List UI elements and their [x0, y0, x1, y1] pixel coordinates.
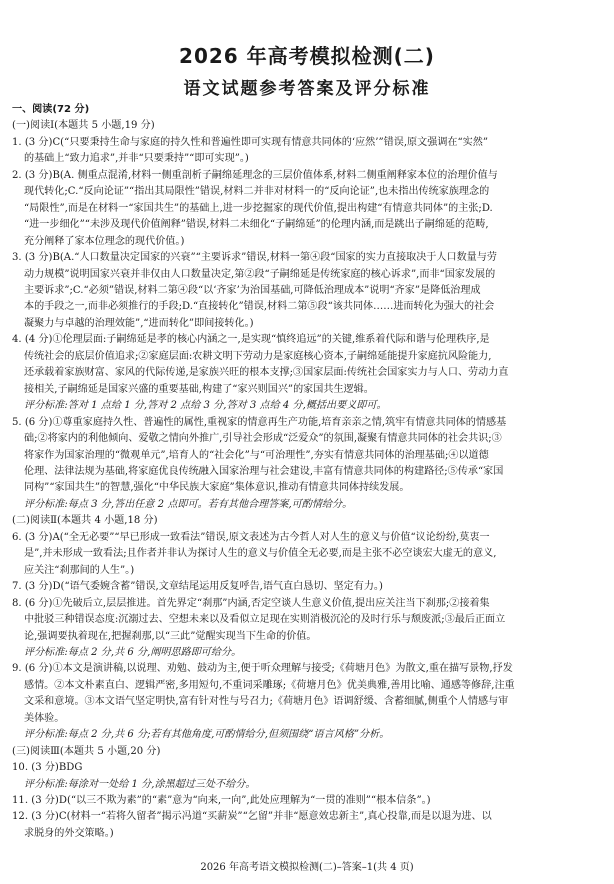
- answer-line: 10. (3 分)BDG: [12, 762, 83, 774]
- exam-subtitle: 语文试题参考答案及评分标准: [183, 79, 431, 99]
- answer-line: 2. (3 分)B(A. 侧重点混淆,材料一侧重剖析子嗣绵延理念的三层价值体系,材料二侧重阐释家本位的治理价值与: [12, 169, 498, 181]
- answer-line: 论,强调要执着现在,把握刹那,以“三此”觉醒实现当下生命的价值。: [24, 630, 317, 642]
- answer-line: 中批驳三种错误态度:沉溺过去、空想未来以及看似立足现在实则消极沉沦的及时行乐与颓废派;③最后正面立: [24, 614, 506, 626]
- answer-line: 12. (3 分)C(材料一“若将久留者”揭示冯道“买薪炭”“乞留”并非“愿意效忠新主”,真心投靠,而是以退为进、以: [12, 811, 492, 823]
- scoring-criteria-line: 评分标准:每涂对一处给 1 分,涂黑超过三处不给分。: [24, 778, 256, 790]
- answer-line: 传统社会的底层价值追求;②家庭层面:农耕文明下劳动力是家庭核心资本,子嗣绵延能提升家庭抗风险能力,: [24, 350, 492, 362]
- exam-title: 2026 年高考模拟检测(二): [179, 44, 435, 68]
- scoring-criteria-line: 评分标准:每点 2 分,共 6 分,阐明思路即可给分。: [24, 646, 242, 658]
- answer-line: 凝聚力与卓越的治理效能”,“进而转化”即间接转化。): [24, 317, 254, 329]
- answer-content: [12, 102, 602, 842]
- answer-line: 动力规模”说明国家兴衰并非仅由人口数量决定,第②段“子嗣绵延是传统家庭的核心诉求”,而非“国家发展的: [24, 268, 496, 280]
- scoring-criteria-line: 评分标准:每点 3 分,答出任意 2 点即可。若有其他合理答案,可酌情给分。: [24, 498, 353, 510]
- answer-line: 9. (6 分)①本文是演讲稿,以说理、劝勉、鼓动为主,便于听众理解与接受;《荷塘月色》为散文,重在描写景物,抒发: [12, 663, 513, 675]
- answer-line: (三)阅读Ⅲ(本题共 5 小题,20 分): [12, 745, 161, 757]
- page-footer: 2026 年高考语文模拟检测(二)–答案–1(共 4 页): [200, 862, 414, 873]
- answer-line: (一)阅读Ⅰ(本题共 5 小题,19 分): [12, 120, 155, 132]
- answer-line: 接相关,子嗣绵延是国家兴盛的重要基础,构建了“家兴则国兴”的家国共生逻辑。: [24, 383, 374, 395]
- answer-line: 的基础上“致力追求”,并非“只要秉持”“即可实现”。): [24, 153, 249, 165]
- answer-line: 感情。②本文朴素直白、逻辑严密,多用短句,不重词采雕琢;《荷塘月色》优美典雅,善用比喻、通感等修辞,注重: [24, 679, 515, 691]
- answer-line: “局限性”,而是在材料一“家国共生”的基础上,进一步挖掘家的现代价值,提出构建“有情意共同体”的主张;D.: [24, 202, 493, 214]
- section-heading: 一、阅读(72 分): [12, 104, 90, 115]
- answer-line: 4. (4 分)①伦理层面:子嗣绵延是孝的核心内涵之一,是实现“慎终追远”的关键,维系着代际和谐与伦理秩序,是: [12, 334, 490, 346]
- answer-line: “进一步细化”“未涉及现代价值阐释”错误,材料二未细化“子嗣绵延”的伦理内涵,而是跳出子嗣绵延的范畴,: [24, 219, 489, 231]
- answer-line: 础;②将家内的利他倾向、爱敬之情向外推广,引导社会形成“泛爱众”的氛围,凝聚有情意共同体的社会共识;③: [24, 433, 502, 445]
- answer-line: 同构”“家国共生”的智慧,强化“中华民族大家庭”集体意识,推动有情意共同体持续发展。: [24, 482, 410, 494]
- answer-line: 1. (3 分)C(“只要秉持生命与家庭的持久性和普遍性即可实现有情意共同体的‘应然’”错误,原文强调在“实然”: [12, 136, 489, 148]
- answer-line: 3. (3 分)B(A.“人口数量决定国家的兴衰”“主要诉求”错误,材料一第④段“国家的实力直接取决于人口数量与劳: [12, 252, 497, 264]
- answer-line: 5. (6 分)①尊重家庭持久性、普遍性的属性,重视家的情意再生产功能,培育亲亲之情,筑牢有情意共同体的情感基: [12, 416, 507, 428]
- answer-line: 应关注“刹那间的人生”。): [24, 564, 135, 576]
- answer-line: 文采和意境。③本文语气坚定明快,富有针对性与号召力;《荷塘月色》语调舒缓、含蓄细腻,侧重个人情感与审: [24, 696, 509, 708]
- scoring-criteria-line: 评分标准:每点 2 分,共 6 分;若有其他角度,可酌情给分,但须围绕“语言风格”分析。: [24, 729, 390, 741]
- answer-line: 8. (6 分)①先破后立,层层推进。首先界定“刹那”内涵,否定空谈人生意义价值,提出应关注当下刹那;②接着集: [12, 597, 490, 609]
- answer-line: 现代转化;C.“反向论证”“指出其局限性”错误,材料二并非对材料一的“反向论证”,也未指出传统家族理念的: [24, 186, 490, 198]
- answer-line: 伦理、法律法规为基础,将家庭优良传统融入国家治理与社会建设,丰富有情意共同体的构建路径;⑤传承“家国: [24, 465, 504, 477]
- answer-line: 还承载着家族财富、家风的代际传递,是家族兴旺的根本支撑;③国家层面:传统社会国家实力与人口、劳动力直: [24, 367, 509, 379]
- answer-line: 6. (3 分)A(“全无必要”“早已形成一致看法”错误,原文表述为古今哲人对人生的意义与价值“议论纷纷,莫衷一: [12, 531, 490, 543]
- answer-line: 将家作为国家治理的“微观单元”,培育人的“社会化”与“可治理性”,夯实有情意共同体的治理基础;④以道德: [24, 449, 489, 461]
- answer-line: 主要诉求”;C.“必须”错误,材料二第④段“以‘齐家’为治国基础,可降低治理成本”说明“齐家”是降低治理成: [24, 284, 481, 296]
- scoring-criteria-line: 评分标准:答对 1 点给 1 分,答对 2 点给 3 分,答对 3 点给 4 分,概括出要义即可。: [24, 400, 387, 412]
- answer-line: 是”,并未形成一致看法;且作者并非认为探讨人生的意义与价值全无必要,而是主张不必空谈宏大虚无的意义,: [24, 548, 497, 560]
- answer-line: 求脱身的外交策略。): [24, 827, 114, 839]
- answer-line: 美体验。: [24, 712, 65, 724]
- answer-line: 充分阐释了家本位理念的现代价值。): [24, 235, 185, 247]
- answer-line: 本的手段之一,而非必须推行的手段;D.“直接转化”错误,材料二第⑤段“该共同体……进而转化为强大的社会: [24, 301, 495, 313]
- answer-line: 11. (3 分)D(“以三不欺为素”的“素”意为“向来,一向”,此处应理解为“一贯的准则”“根本信条”。): [12, 795, 431, 807]
- answer-line: (二)阅读Ⅱ(本题共 4 小题,18 分): [12, 515, 158, 527]
- answer-line: 7. (3 分)D(“语气委婉含蓄”错误,文章结尾运用反复呼告,语气直白恳切、坚定有力。): [12, 581, 383, 593]
